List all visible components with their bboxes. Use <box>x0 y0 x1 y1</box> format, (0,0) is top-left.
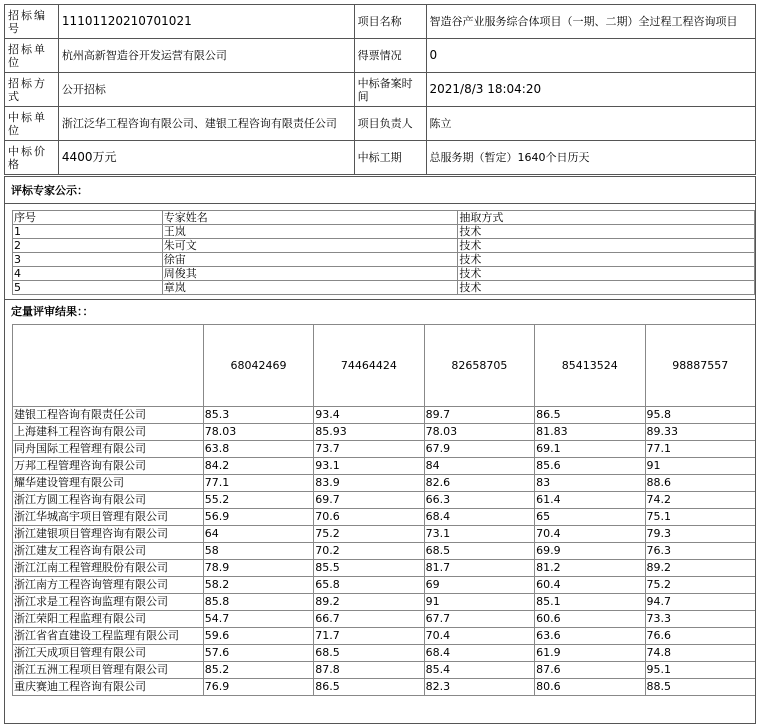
score-value: 86.5 <box>314 679 424 696</box>
info-row <box>5 39 756 73</box>
company-name: 上海建科工程咨询有限公司 <box>13 424 204 441</box>
score-value: 77.1 <box>645 441 755 458</box>
company-name: 万邦工程管理咨询有限公司 <box>13 458 204 475</box>
score-value: 68.5 <box>424 543 534 560</box>
score-value: 89.33 <box>645 424 755 441</box>
score-value: 85.2 <box>203 662 313 679</box>
company-name: 浙江江南工程管理股份有限公司 <box>13 560 204 577</box>
score-value: 84 <box>424 458 534 475</box>
table-row <box>13 611 756 628</box>
filing-time-label: 中标备案时间 <box>354 73 426 107</box>
score-value: 76.6 <box>645 628 755 645</box>
expert-id-header: 74464424 <box>314 325 424 407</box>
score-value: 78.03 <box>424 424 534 441</box>
scores-table <box>12 324 756 696</box>
expert-id-header: 68042469 <box>203 325 313 407</box>
company-name: 浙江五洲工程项目管理有限公司 <box>13 662 204 679</box>
score-value: 74.2 <box>645 492 755 509</box>
score-value: 86.5 <box>535 407 645 424</box>
evaluation-section <box>4 176 756 724</box>
score-value: 89.7 <box>424 407 534 424</box>
score-value: 60.6 <box>535 611 645 628</box>
score-value: 75.2 <box>314 526 424 543</box>
score-value: 61.4 <box>535 492 645 509</box>
score-value: 85.1 <box>535 594 645 611</box>
expert-index: 3 <box>13 253 163 267</box>
score-value: 83 <box>535 475 645 492</box>
expert-method: 技术 <box>458 253 755 267</box>
score-value: 89.2 <box>314 594 424 611</box>
table-row <box>13 239 755 253</box>
company-name: 浙江华城高宇项目管理有限公司 <box>13 509 204 526</box>
filing-time-value: 2021/8/3 18:04:20 <box>426 73 756 107</box>
score-value: 87.6 <box>535 662 645 679</box>
score-value: 85.5 <box>314 560 424 577</box>
table-row <box>13 424 756 441</box>
score-value: 82.6 <box>424 475 534 492</box>
score-value: 69.1 <box>535 441 645 458</box>
table-row <box>13 679 756 696</box>
score-value: 61.9 <box>535 645 645 662</box>
score-value: 81.2 <box>535 560 645 577</box>
table-row <box>13 662 756 679</box>
company-name: 建银工程咨询有限责任公司 <box>13 407 204 424</box>
experts-header-method: 抽取方式 <box>458 211 755 225</box>
score-value: 74.8 <box>645 645 755 662</box>
score-value: 93.1 <box>314 458 424 475</box>
score-value: 75.2 <box>645 577 755 594</box>
table-row <box>13 628 756 645</box>
expert-id-header: 98887557 <box>645 325 755 407</box>
expert-name: 朱可文 <box>162 239 458 253</box>
score-value: 66.7 <box>314 611 424 628</box>
bid-info-table <box>4 4 756 175</box>
score-value: 84.2 <box>203 458 313 475</box>
bid-price-value: 4400万元 <box>58 141 354 175</box>
score-value: 80.6 <box>535 679 645 696</box>
score-value: 65.8 <box>314 577 424 594</box>
expert-name: 徐宙 <box>162 253 458 267</box>
score-value: 87.8 <box>314 662 424 679</box>
company-name: 浙江求是工程咨询监理有限公司 <box>13 594 204 611</box>
score-value: 56.9 <box>203 509 313 526</box>
company-name: 浙江建友工程咨询有限公司 <box>13 543 204 560</box>
info-row <box>5 73 756 107</box>
bid-price-label: 中标价格 <box>5 141 59 175</box>
score-value: 88.5 <box>645 679 755 696</box>
table-row <box>13 526 756 543</box>
experts-header-row <box>13 211 755 225</box>
table-row <box>13 594 756 611</box>
tenderer-label: 招标单位 <box>5 39 59 73</box>
expert-index: 2 <box>13 239 163 253</box>
score-value: 91 <box>645 458 755 475</box>
winner-value: 浙江泛华工程咨询有限公司、建银工程咨询有限责任公司 <box>58 107 354 141</box>
info-row <box>5 141 756 175</box>
score-value: 67.7 <box>424 611 534 628</box>
scores-title: 定量评审结果：： <box>11 305 94 318</box>
score-value: 81.7 <box>424 560 534 577</box>
score-value: 68.5 <box>314 645 424 662</box>
score-value: 85.8 <box>203 594 313 611</box>
score-value: 64 <box>203 526 313 543</box>
score-value: 93.4 <box>314 407 424 424</box>
project-leader-value: 陈立 <box>426 107 756 141</box>
score-value: 58 <box>203 543 313 560</box>
score-value: 78.03 <box>203 424 313 441</box>
score-value: 85.3 <box>203 407 313 424</box>
expert-method: 技术 <box>458 267 755 281</box>
score-value: 75.1 <box>645 509 755 526</box>
duration-value: 总服务期（暂定）1640个日历天 <box>426 141 756 175</box>
score-value: 67.9 <box>424 441 534 458</box>
company-name: 浙江天成项目管理有限公司 <box>13 645 204 662</box>
score-value: 76.3 <box>645 543 755 560</box>
score-value: 95.1 <box>645 662 755 679</box>
votes-value: 0 <box>426 39 756 73</box>
company-name: 重庆赛迪工程咨询有限公司 <box>13 679 204 696</box>
bid-method-value: 公开招标 <box>58 73 354 107</box>
duration-label: 中标工期 <box>354 141 426 175</box>
tenderer-value: 杭州高新智造谷开发运营有限公司 <box>58 39 354 73</box>
experts-header-name: 专家姓名 <box>162 211 458 225</box>
score-value: 85.4 <box>424 662 534 679</box>
expert-index: 5 <box>13 281 163 295</box>
score-value: 77.1 <box>203 475 313 492</box>
table-row <box>13 441 756 458</box>
score-value: 95.8 <box>645 407 755 424</box>
company-name: 浙江建银项目管理咨询有限公司 <box>13 526 204 543</box>
company-name: 耀华建设管理有限公司 <box>13 475 204 492</box>
table-row <box>13 407 756 424</box>
score-value: 69.7 <box>314 492 424 509</box>
company-name: 浙江荣阳工程监理有限公司 <box>13 611 204 628</box>
score-value: 68.4 <box>424 645 534 662</box>
score-value: 82.3 <box>424 679 534 696</box>
score-value: 88.6 <box>645 475 755 492</box>
experts-title: 评标专家公示： <box>5 177 755 204</box>
company-name: 浙江南方工程咨询管理有限公司 <box>13 577 204 594</box>
project-leader-label: 项目负责人 <box>354 107 426 141</box>
info-row <box>5 107 756 141</box>
experts-header-index: 序号 <box>13 211 163 225</box>
score-value: 91 <box>424 594 534 611</box>
score-value: 83.9 <box>314 475 424 492</box>
score-value: 73.7 <box>314 441 424 458</box>
score-value: 60.4 <box>535 577 645 594</box>
score-value: 58.2 <box>203 577 313 594</box>
score-value: 65 <box>535 509 645 526</box>
expert-name: 周俊其 <box>162 267 458 281</box>
score-value: 78.9 <box>203 560 313 577</box>
score-value: 85.93 <box>314 424 424 441</box>
score-value: 70.4 <box>424 628 534 645</box>
scores-header-row <box>13 325 756 407</box>
bid-method-label: 招标方式 <box>5 73 59 107</box>
score-value: 59.6 <box>203 628 313 645</box>
table-row <box>13 475 756 492</box>
score-value: 57.6 <box>203 645 313 662</box>
expert-id-header: 82658705 <box>424 325 534 407</box>
bid-number-label: 招标编号 <box>5 5 59 39</box>
score-value: 94.7 <box>645 594 755 611</box>
table-row <box>13 492 756 509</box>
score-value: 70.4 <box>535 526 645 543</box>
score-value: 69.9 <box>535 543 645 560</box>
table-row <box>13 509 756 526</box>
table-row <box>13 645 756 662</box>
score-value: 63.8 <box>203 441 313 458</box>
table-row <box>13 458 756 475</box>
table-row <box>13 543 756 560</box>
score-value: 54.7 <box>203 611 313 628</box>
score-value: 89.2 <box>645 560 755 577</box>
expert-method: 技术 <box>458 239 755 253</box>
table-row <box>13 267 755 281</box>
score-value: 70.2 <box>314 543 424 560</box>
expert-id-header: 85413524 <box>535 325 645 407</box>
score-value: 73.1 <box>424 526 534 543</box>
table-row <box>13 577 756 594</box>
project-name-label: 项目名称 <box>354 5 426 39</box>
expert-index: 1 <box>13 225 163 239</box>
expert-method: 技术 <box>458 225 755 239</box>
table-row <box>13 281 755 295</box>
expert-index: 4 <box>13 267 163 281</box>
score-value: 76.9 <box>203 679 313 696</box>
project-name-value: 智造谷产业服务综合体项目（一期、二期）全过程工程咨询项目 <box>426 5 756 39</box>
expert-name: 王岚 <box>162 225 458 239</box>
score-value: 85.6 <box>535 458 645 475</box>
votes-label: 得票情况 <box>354 39 426 73</box>
score-value: 68.4 <box>424 509 534 526</box>
score-value: 71.7 <box>314 628 424 645</box>
table-row <box>13 225 755 239</box>
bid-number-value: 11101120210701021 <box>58 5 354 39</box>
score-value: 79.3 <box>645 526 755 543</box>
info-row <box>5 5 756 39</box>
score-value: 63.6 <box>535 628 645 645</box>
score-value: 73.3 <box>645 611 755 628</box>
expert-method: 技术 <box>458 281 755 295</box>
table-row <box>13 253 755 267</box>
score-value: 70.6 <box>314 509 424 526</box>
score-value: 66.3 <box>424 492 534 509</box>
score-value: 81.83 <box>535 424 645 441</box>
score-value: 69 <box>424 577 534 594</box>
company-name: 浙江省省直建设工程监理有限公司 <box>13 628 204 645</box>
score-value: 55.2 <box>203 492 313 509</box>
company-name: 同舟国际工程管理有限公司 <box>13 441 204 458</box>
scores-section <box>5 299 755 696</box>
winner-label: 中标单位 <box>5 107 59 141</box>
expert-name: 章岚 <box>162 281 458 295</box>
table-row <box>13 560 756 577</box>
company-name: 浙江方圆工程咨询有限公司 <box>13 492 204 509</box>
scores-header-blank <box>13 325 204 407</box>
experts-table <box>12 210 755 295</box>
